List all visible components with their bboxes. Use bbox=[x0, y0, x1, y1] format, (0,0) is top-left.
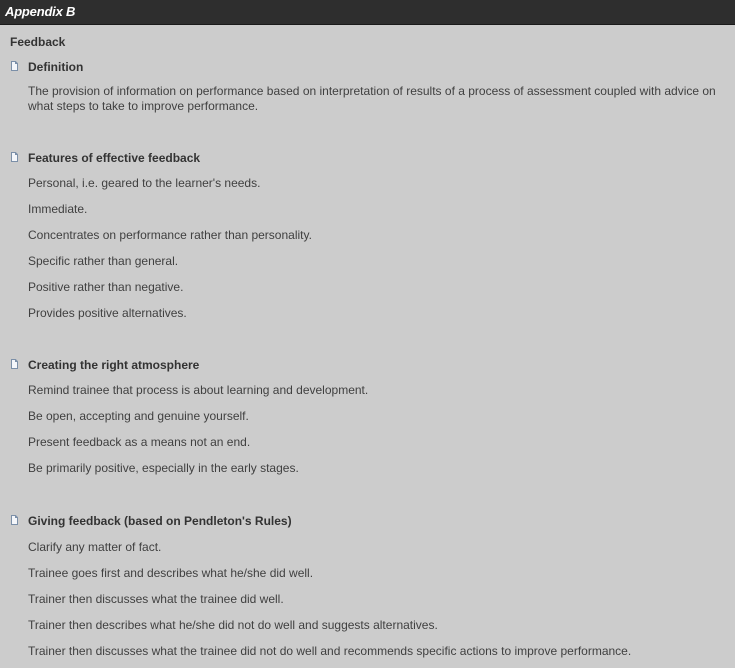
list-item: Specific rather than general. bbox=[28, 254, 179, 268]
section-title: Creating the right atmosphere bbox=[28, 358, 200, 372]
list-item: Be primarily positive, especially in the early stages. bbox=[28, 461, 299, 475]
section-definition bbox=[10, 60, 725, 113]
document-icon bbox=[11, 359, 18, 369]
section-title: Definition bbox=[28, 60, 84, 74]
list-item: Clarify any matter of fact. bbox=[28, 540, 162, 554]
section-title: Giving feedback (based on Pendleton's Rules) bbox=[28, 514, 292, 528]
list-item: Positive rather than negative. bbox=[28, 280, 184, 294]
list-item: Immediate. bbox=[28, 202, 88, 216]
document-icon bbox=[11, 515, 18, 525]
list-item: Personal, i.e. geared to the learner's needs. bbox=[28, 176, 261, 190]
window-title: Appendix B bbox=[5, 4, 76, 19]
list-item: Be open, accepting and genuine yourself. bbox=[28, 409, 249, 423]
list-item: Trainer then discusses what the trainee did well. bbox=[28, 592, 284, 606]
section-header bbox=[10, 60, 725, 76]
section-paragraph: The provision of information on performance based on interpretation of results of a process of assessment coupled with advice on what steps to take to improve performance. bbox=[28, 84, 716, 113]
list-item: Trainer then discusses what the trainee did not do well and recommends specific actions to improve performance. bbox=[28, 644, 632, 658]
list-item: Trainer then describes what he/she did not do well and suggests alternatives. bbox=[28, 618, 438, 632]
document-heading: Feedback bbox=[10, 35, 66, 49]
document-icon bbox=[11, 61, 18, 71]
list-item: Concentrates on performance rather than personality. bbox=[28, 228, 312, 242]
list-item: Trainee goes first and describes what he/she did well. bbox=[28, 566, 314, 580]
list-item: Present feedback as a means not an end. bbox=[28, 435, 251, 449]
section-features bbox=[10, 151, 725, 320]
section-header bbox=[10, 514, 725, 530]
document-icon bbox=[11, 152, 18, 162]
section-title: Features of effective feedback bbox=[28, 151, 201, 165]
section-header bbox=[10, 358, 725, 374]
window-titlebar bbox=[0, 0, 735, 25]
section-giving-feedback bbox=[10, 514, 725, 658]
list-item: Remind trainee that process is about learning and development. bbox=[28, 383, 369, 397]
section-atmosphere bbox=[10, 358, 725, 475]
section-header bbox=[10, 151, 725, 167]
list-item: Provides positive alternatives. bbox=[28, 306, 187, 320]
